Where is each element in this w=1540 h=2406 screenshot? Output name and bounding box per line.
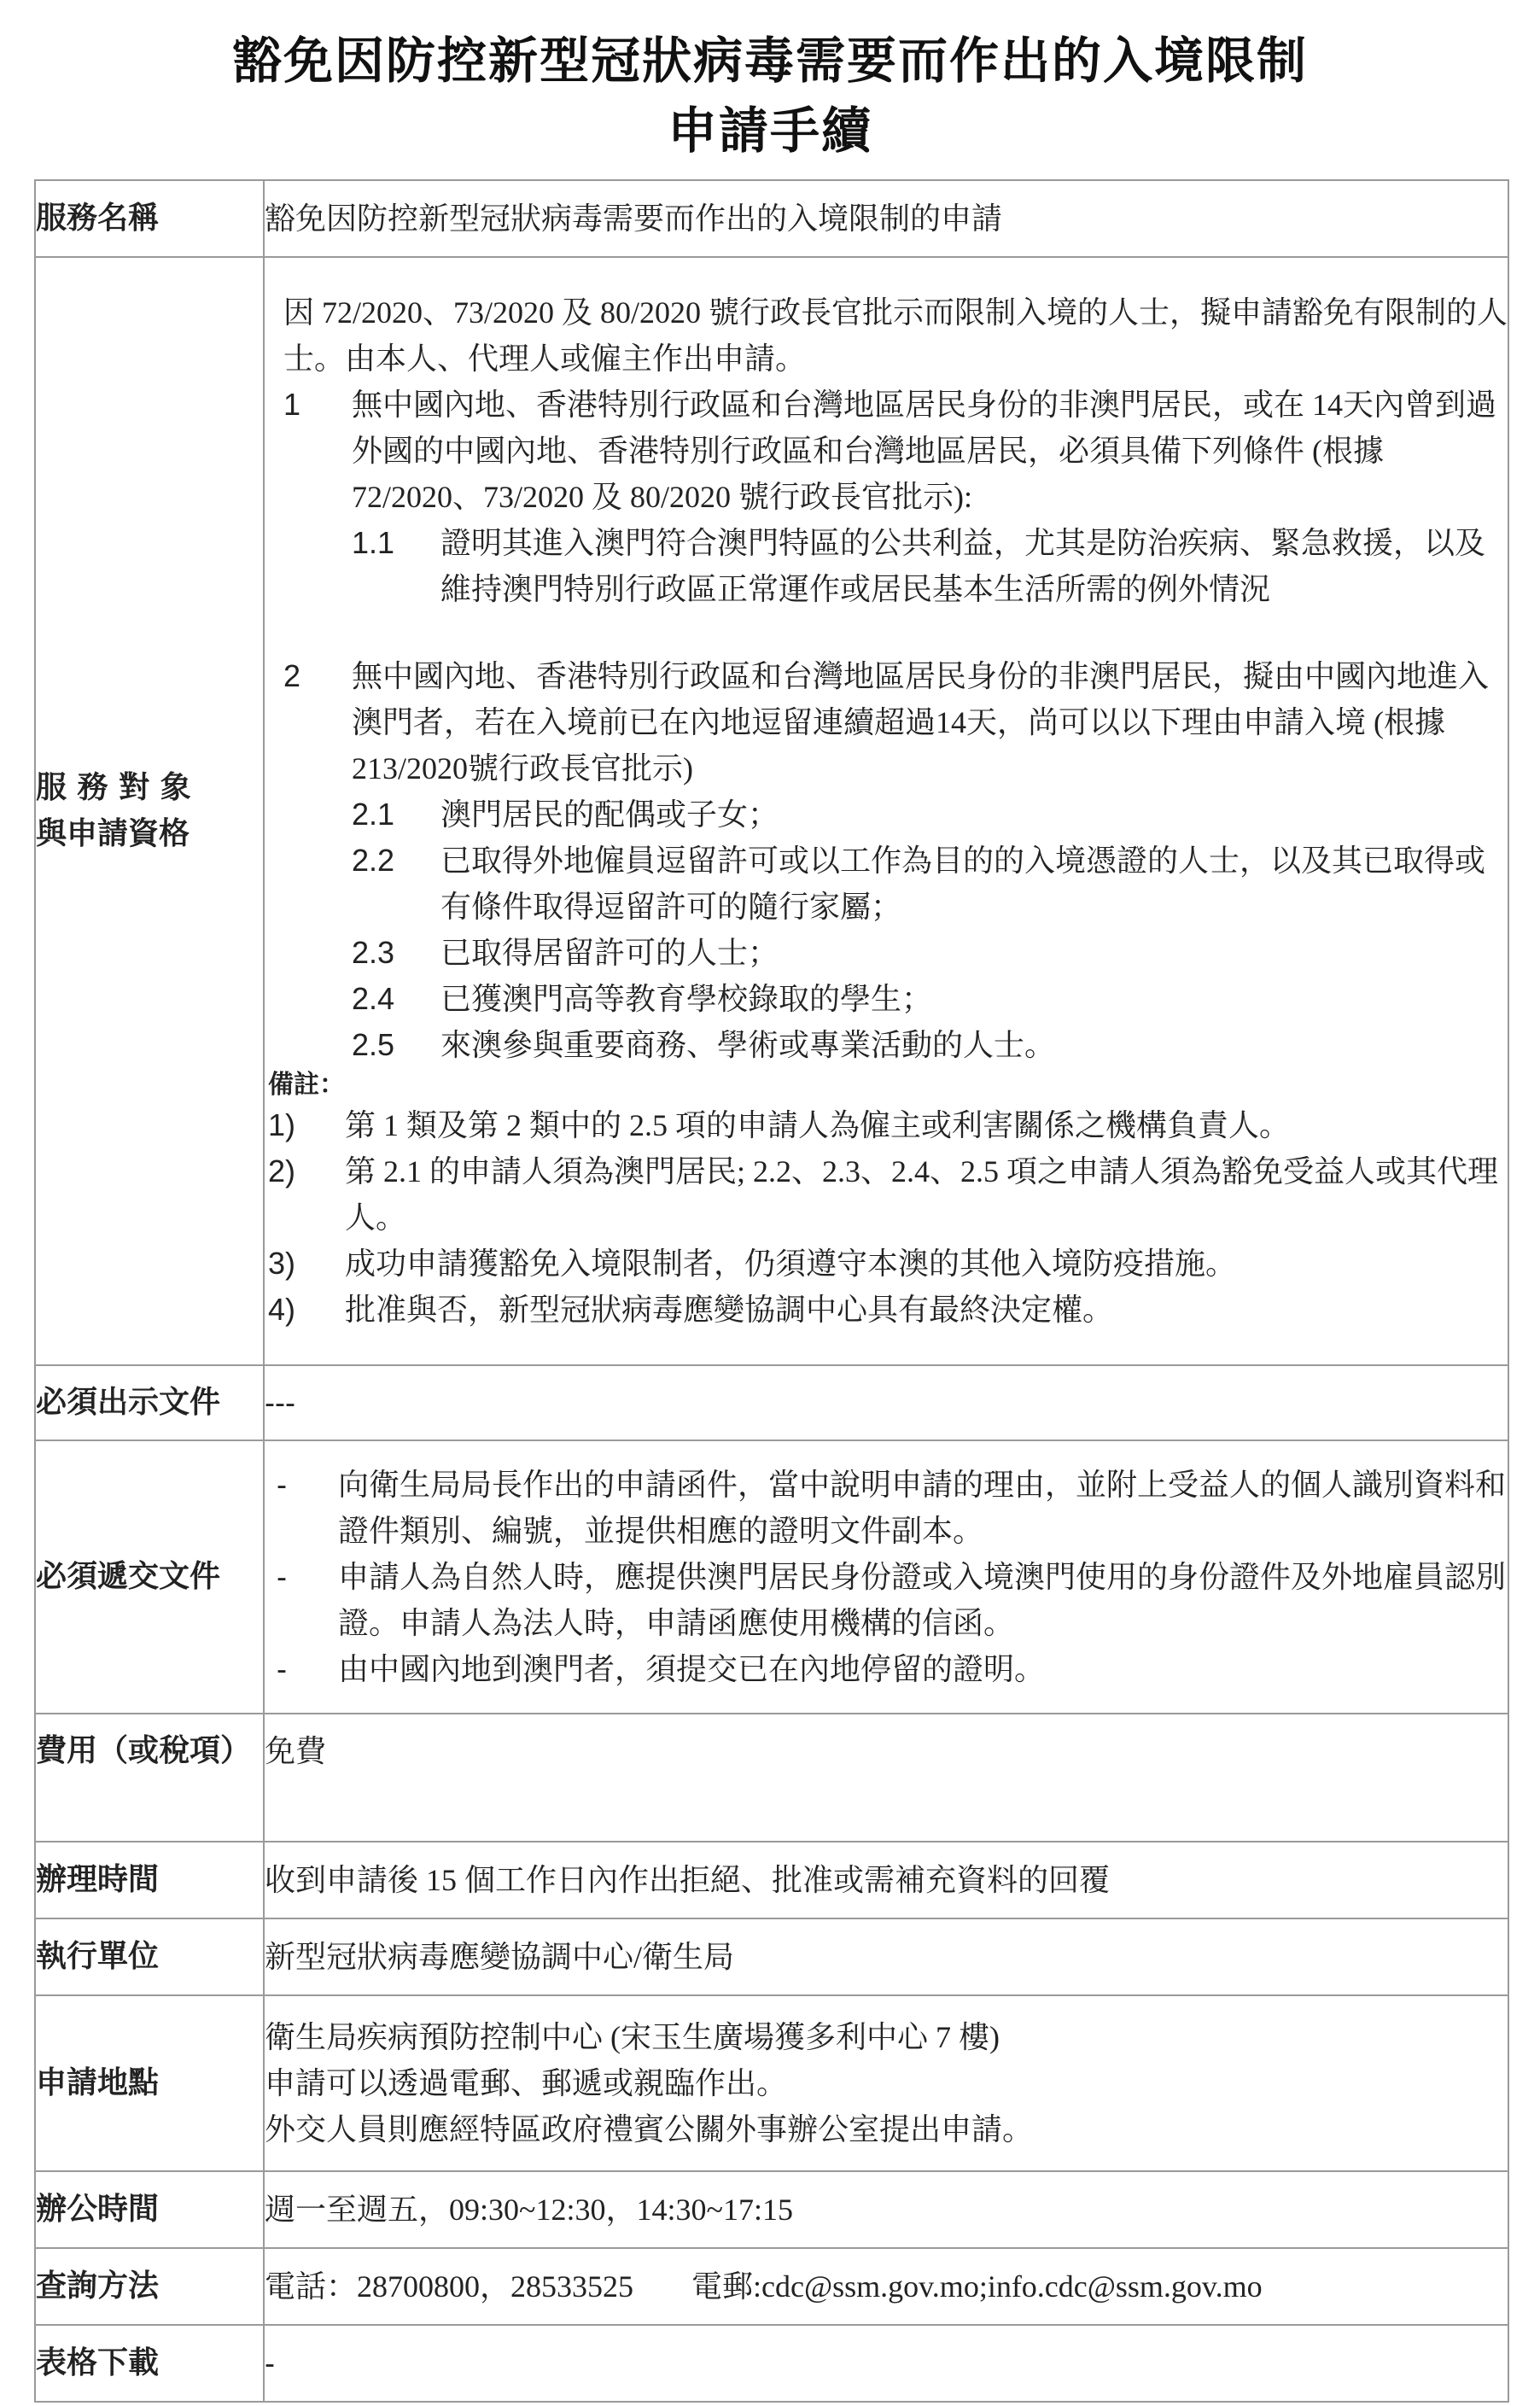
row-unit xyxy=(35,1918,1508,1995)
remarks-heading: 備註： xyxy=(268,1070,345,1100)
docs-submit-item-3 xyxy=(265,1646,1508,1692)
category-1-number: 1 xyxy=(283,387,301,422)
eligibility-label xyxy=(35,257,264,1365)
docs-submit-content xyxy=(264,1440,1508,1714)
remark-3 xyxy=(270,1241,1508,1287)
unit-label: 執行單位 xyxy=(35,1918,264,1995)
form-download-label: 表格下載 xyxy=(35,2325,264,2402)
subitem-2-4-number: 2.4 xyxy=(352,981,395,1016)
office-hours-value: 週一至週五，09:30~12:30，14:30~17:15 xyxy=(264,2171,1508,2248)
subitem-2-2-text: 已取得外地僱員逗留許可或以工作為目的的入境憑證的人士，以及其已取得或有條件取得逗留許可的隨行家屬； xyxy=(440,844,1486,924)
row-eligibility xyxy=(35,257,1508,1365)
service-name-label: 服務名稱 xyxy=(35,180,264,257)
docs-show-label: 必須出示文件 xyxy=(35,1365,264,1440)
remark-2 xyxy=(270,1148,1508,1241)
subitem-2-1-number: 2.1 xyxy=(352,797,395,832)
remark-4 xyxy=(270,1287,1508,1333)
docs-submit-item-3-text: 由中國內地到澳門者，須提交已在內地停留的證明。 xyxy=(338,1652,1046,1686)
subitem-2-2-number: 2.2 xyxy=(352,843,395,878)
subitem-2-4-text: 已獲澳門高等教育學校錄取的學生； xyxy=(440,982,933,1016)
eligibility-label-line-2: 與申請資格 xyxy=(36,816,190,851)
row-location xyxy=(35,1995,1508,2171)
row-enquiry xyxy=(35,2248,1508,2325)
subitem-2-3 xyxy=(270,930,1508,976)
remark-3-number: 3) xyxy=(268,1246,296,1281)
category-2 xyxy=(270,653,1508,791)
document-title xyxy=(0,26,1540,166)
bullet-dash: - xyxy=(277,1651,287,1686)
docs-submit-item-2 xyxy=(265,1554,1508,1646)
subitem-1-1-number: 1.1 xyxy=(352,525,395,560)
fee-value: 免費 xyxy=(264,1714,1508,1842)
location-line-1: 衛生局疾病預防控制中心 (宋玉生廣場獲多利中心 7 樓) xyxy=(265,2020,1000,2054)
location-line-3: 外交人員則應經特區政府禮賓公關外事辦公室提出申請。 xyxy=(265,2112,1034,2146)
row-office-hours xyxy=(35,2171,1508,2248)
subitem-1-1 xyxy=(270,520,1508,612)
eligibility-intro: 因 72/2020、73/2020 及 80/2020 號行政長官批示而限制入境的人士，擬申請豁免有限制的人士。由本人、代理人或僱主作出申請。 xyxy=(283,295,1508,376)
eligibility-content xyxy=(264,257,1508,1365)
row-fee xyxy=(35,1714,1508,1842)
title-line-1: 豁免因防控新型冠狀病毒需要而作出的入境限制 xyxy=(231,32,1308,90)
subitem-2-1 xyxy=(270,791,1508,838)
subitem-2-5 xyxy=(270,1022,1508,1068)
row-processing-time xyxy=(35,1842,1508,1918)
docs-show-value: --- xyxy=(264,1365,1508,1440)
bullet-dash: - xyxy=(277,1559,287,1594)
category-1-text: 無中國內地、香港特別行政區和台灣地區居民身份的非澳門居民，或在 14天內曾到過外國的中國內地、香港特別行政區和台灣地區居民，必須具備下列條件 (根據 72/2020、73/2020 及 80/2020 號行政長官批示): xyxy=(352,388,1497,514)
remark-1-text: 第 1 類及第 2 類中的 2.5 項的申請人為僱主或利害關係之機構負責人。 xyxy=(345,1108,1291,1142)
unit-value: 新型冠狀病毒應變協調中心/衛生局 xyxy=(264,1918,1508,1995)
enquiry-content xyxy=(264,2248,1508,2325)
enquiry-phone: 電話：28700800，28533525 xyxy=(265,2269,634,2304)
enquiry-label: 查詢方法 xyxy=(35,2248,264,2325)
eligibility-label-line-1: 服 務 對 象 xyxy=(36,770,191,805)
form-download-value: - xyxy=(264,2325,1508,2402)
subitem-2-2 xyxy=(270,838,1508,930)
subitem-2-4 xyxy=(270,976,1508,1022)
docs-submit-item-2-text: 申請人為自然人時，應提供澳門居民身份證或入境澳門使用的身份證件及外地雇員認別證。申請人為法人時，申請函應使用機構的信函。 xyxy=(338,1560,1507,1640)
bullet-dash: - xyxy=(277,1467,287,1502)
row-service-name xyxy=(35,180,1508,257)
row-docs-show xyxy=(35,1365,1508,1440)
service-name-value: 豁免因防控新型冠狀病毒需要而作出的入境限制的申請 xyxy=(264,180,1508,257)
subitem-2-5-text: 來澳參與重要商務、學術或專業活動的人士。 xyxy=(440,1028,1056,1062)
remark-4-number: 4) xyxy=(268,1292,296,1327)
docs-submit-label: 必須遞交文件 xyxy=(35,1440,264,1714)
category-2-text: 無中國內地、香港特別行政區和台灣地區居民身份的非澳門居民，擬由中國內地進入澳門者，若在入境前已在內地逗留連續超過14天，尚可以以下理由申請入境 (根據 213/2020號行政長官批示) xyxy=(352,659,1490,785)
category-1 xyxy=(270,382,1508,520)
location-label: 申請地點 xyxy=(35,1995,264,2171)
remark-2-text: 第 2.1 的申請人須為澳門居民; 2.2、2.3、2.4、2.5 項之申請人須為豁免受益人或其代理人。 xyxy=(345,1154,1499,1235)
office-hours-label: 辦公時間 xyxy=(35,2171,264,2248)
location-content xyxy=(264,1995,1508,2171)
fee-label: 費用（或稅項） xyxy=(35,1714,264,1842)
remark-1 xyxy=(270,1102,1508,1148)
docs-submit-item-1-text: 向衛生局局長作出的申請函件，當中說明申請的理由，並附上受益人的個人識別資料和證件類別、編號，並提供相應的證明文件副本。 xyxy=(338,1468,1507,1548)
subitem-2-1-text: 澳門居民的配偶或子女； xyxy=(440,797,779,832)
docs-submit-item-1 xyxy=(265,1462,1508,1554)
subitem-2-3-text: 已取得居留許可的人士； xyxy=(440,936,779,970)
remark-1-number: 1) xyxy=(268,1107,296,1142)
title-line-2: 申請手續 xyxy=(667,102,872,160)
subitem-2-5-number: 2.5 xyxy=(352,1027,395,1062)
remark-4-text: 批准與否，新型冠狀病毒應變協調中心具有最終決定權。 xyxy=(345,1293,1114,1327)
remark-2-number: 2) xyxy=(268,1153,296,1188)
remark-3-text: 成功申請獲豁免入境限制者，仍須遵守本澳的其他入境防疫措施。 xyxy=(345,1247,1237,1281)
application-procedure-table xyxy=(34,179,1509,2403)
location-line-2: 申請可以透過電郵、郵遞或親臨作出。 xyxy=(265,2066,788,2100)
enquiry-email[interactable]: 電郵:cdc@ssm.gov.mo;info.cdc@ssm.gov.mo xyxy=(691,2269,1263,2304)
category-2-number: 2 xyxy=(283,658,301,693)
row-docs-submit xyxy=(35,1440,1508,1714)
subitem-1-1-text: 證明其進入澳門符合澳門特區的公共利益，尤其是防治疾病、緊急救援，以及維持澳門特別行政區正常運作或居民基本生活所需的例外情況 xyxy=(440,526,1486,606)
processing-time-label: 辦理時間 xyxy=(35,1842,264,1918)
processing-time-value: 收到申請後 15 個工作日內作出拒絕、批准或需補充資料的回覆 xyxy=(264,1842,1508,1918)
spacer xyxy=(270,612,1508,653)
row-form-download xyxy=(35,2325,1508,2402)
subitem-2-3-number: 2.3 xyxy=(352,935,395,970)
